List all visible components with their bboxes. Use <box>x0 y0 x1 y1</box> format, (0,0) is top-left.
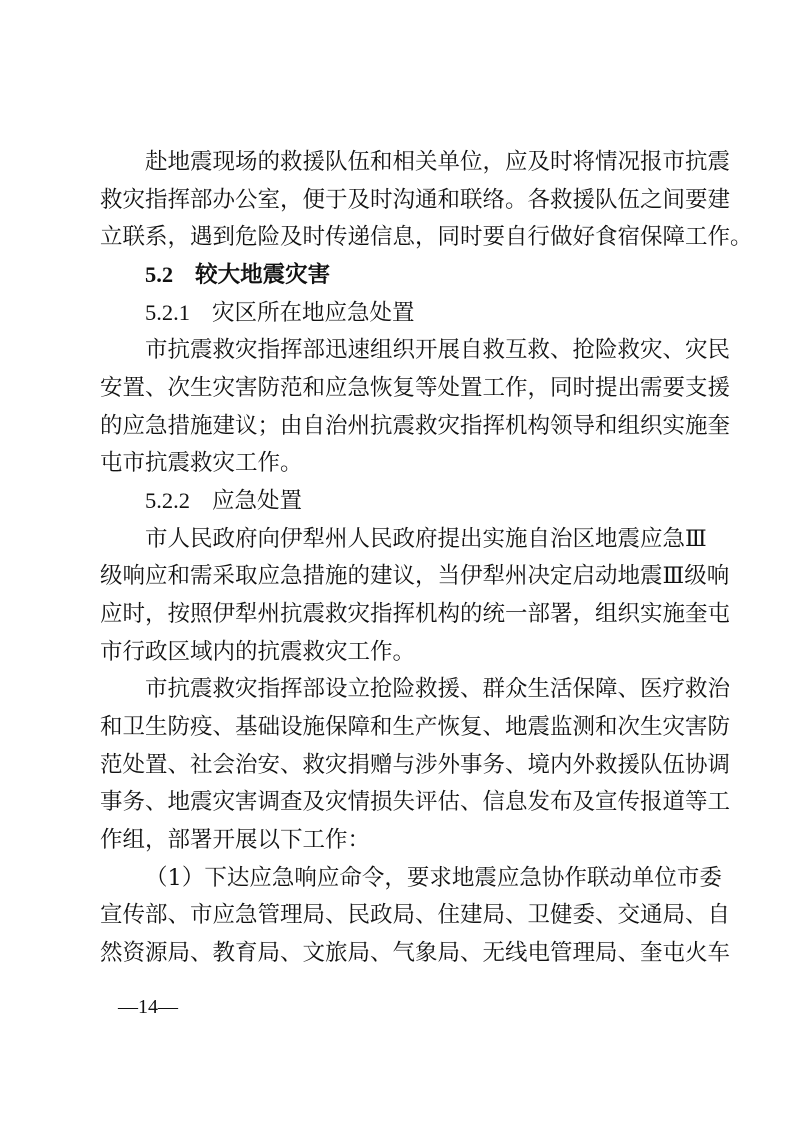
paragraph-line: 和卫生防疫、基础设施保障和生产恢复、地震监测和次生灾害防 <box>100 714 731 740</box>
paragraph-line: 立联系，遇到危险及时传递信息，同时要自行做好食宿保障工作。 <box>100 224 753 250</box>
paragraph-line: 事务、地震灾害调查及灾情损失评估、信息发布及宣传报道等工 <box>100 789 731 815</box>
paragraph-line: 作组，部署开展以下工作： <box>100 827 371 853</box>
section-heading <box>145 260 330 290</box>
paragraph-line: 市抗震救灾指挥部设立抢险救援、群众生活保障、医疗救治 <box>145 676 731 702</box>
paragraph-line: 赴地震现场的救援队伍和相关单位，应及时将情况报市抗震 <box>145 149 731 175</box>
section-number: 5.2 <box>145 262 174 287</box>
paragraph-line: （1）下达应急响应命令，要求地震应急协作联动单位市委 <box>145 865 722 891</box>
subsection-number: 5.2.2 <box>145 488 190 513</box>
subsection-number: 5.2.1 <box>145 300 190 325</box>
paragraph-line: 市人民政府向伊犁州人民政府提出实施自治区地震应急Ⅲ <box>145 526 707 552</box>
paragraph-line: 屯市抗震救灾工作。 <box>100 450 303 476</box>
paragraph-line: 市行政区域内的抗震救灾工作。 <box>100 639 416 665</box>
paragraph-line: 安置、次生灾害防范和应急恢复等处置工作，同时提出需要支援 <box>100 375 731 401</box>
paragraph-line: 应时，按照伊犁州抗震救灾指挥机构的统一部署，组织实施奎屯 <box>100 601 731 627</box>
subsection-heading <box>145 298 415 328</box>
subsection-heading <box>145 486 302 516</box>
paragraph-line: 救灾指挥部办公室，便于及时沟通和联络。各救援队伍之间要建 <box>100 187 731 213</box>
paragraph-line: 市抗震救灾指挥部迅速组织开展自救互救、抢险救灾、灾民 <box>145 337 731 363</box>
page-number: —14— <box>118 996 178 1018</box>
paragraph-line: 级响应和需采取应急措施的建议，当伊犁州决定启动地震Ⅲ级响 <box>100 563 730 589</box>
paragraph-line: 然资源局、教育局、文旅局、气象局、无线电管理局、奎屯火车 <box>100 940 731 966</box>
paragraph-line: 宣传部、市应急管理局、民政局、住建局、卫健委、交通局、自 <box>100 902 731 928</box>
paragraph-line: 的应急措施建议；由自治州抗震救灾指挥机构领导和组织实施奎 <box>100 413 731 439</box>
subsection-title: 灾区所在地应急处置 <box>212 300 415 326</box>
paragraph-line: 范处置、社会治安、救灾捐赠与涉外事务、境内外救援队伍协调 <box>100 752 731 778</box>
section-title: 较大地震灾害 <box>195 262 331 288</box>
subsection-title: 应急处置 <box>212 488 303 514</box>
